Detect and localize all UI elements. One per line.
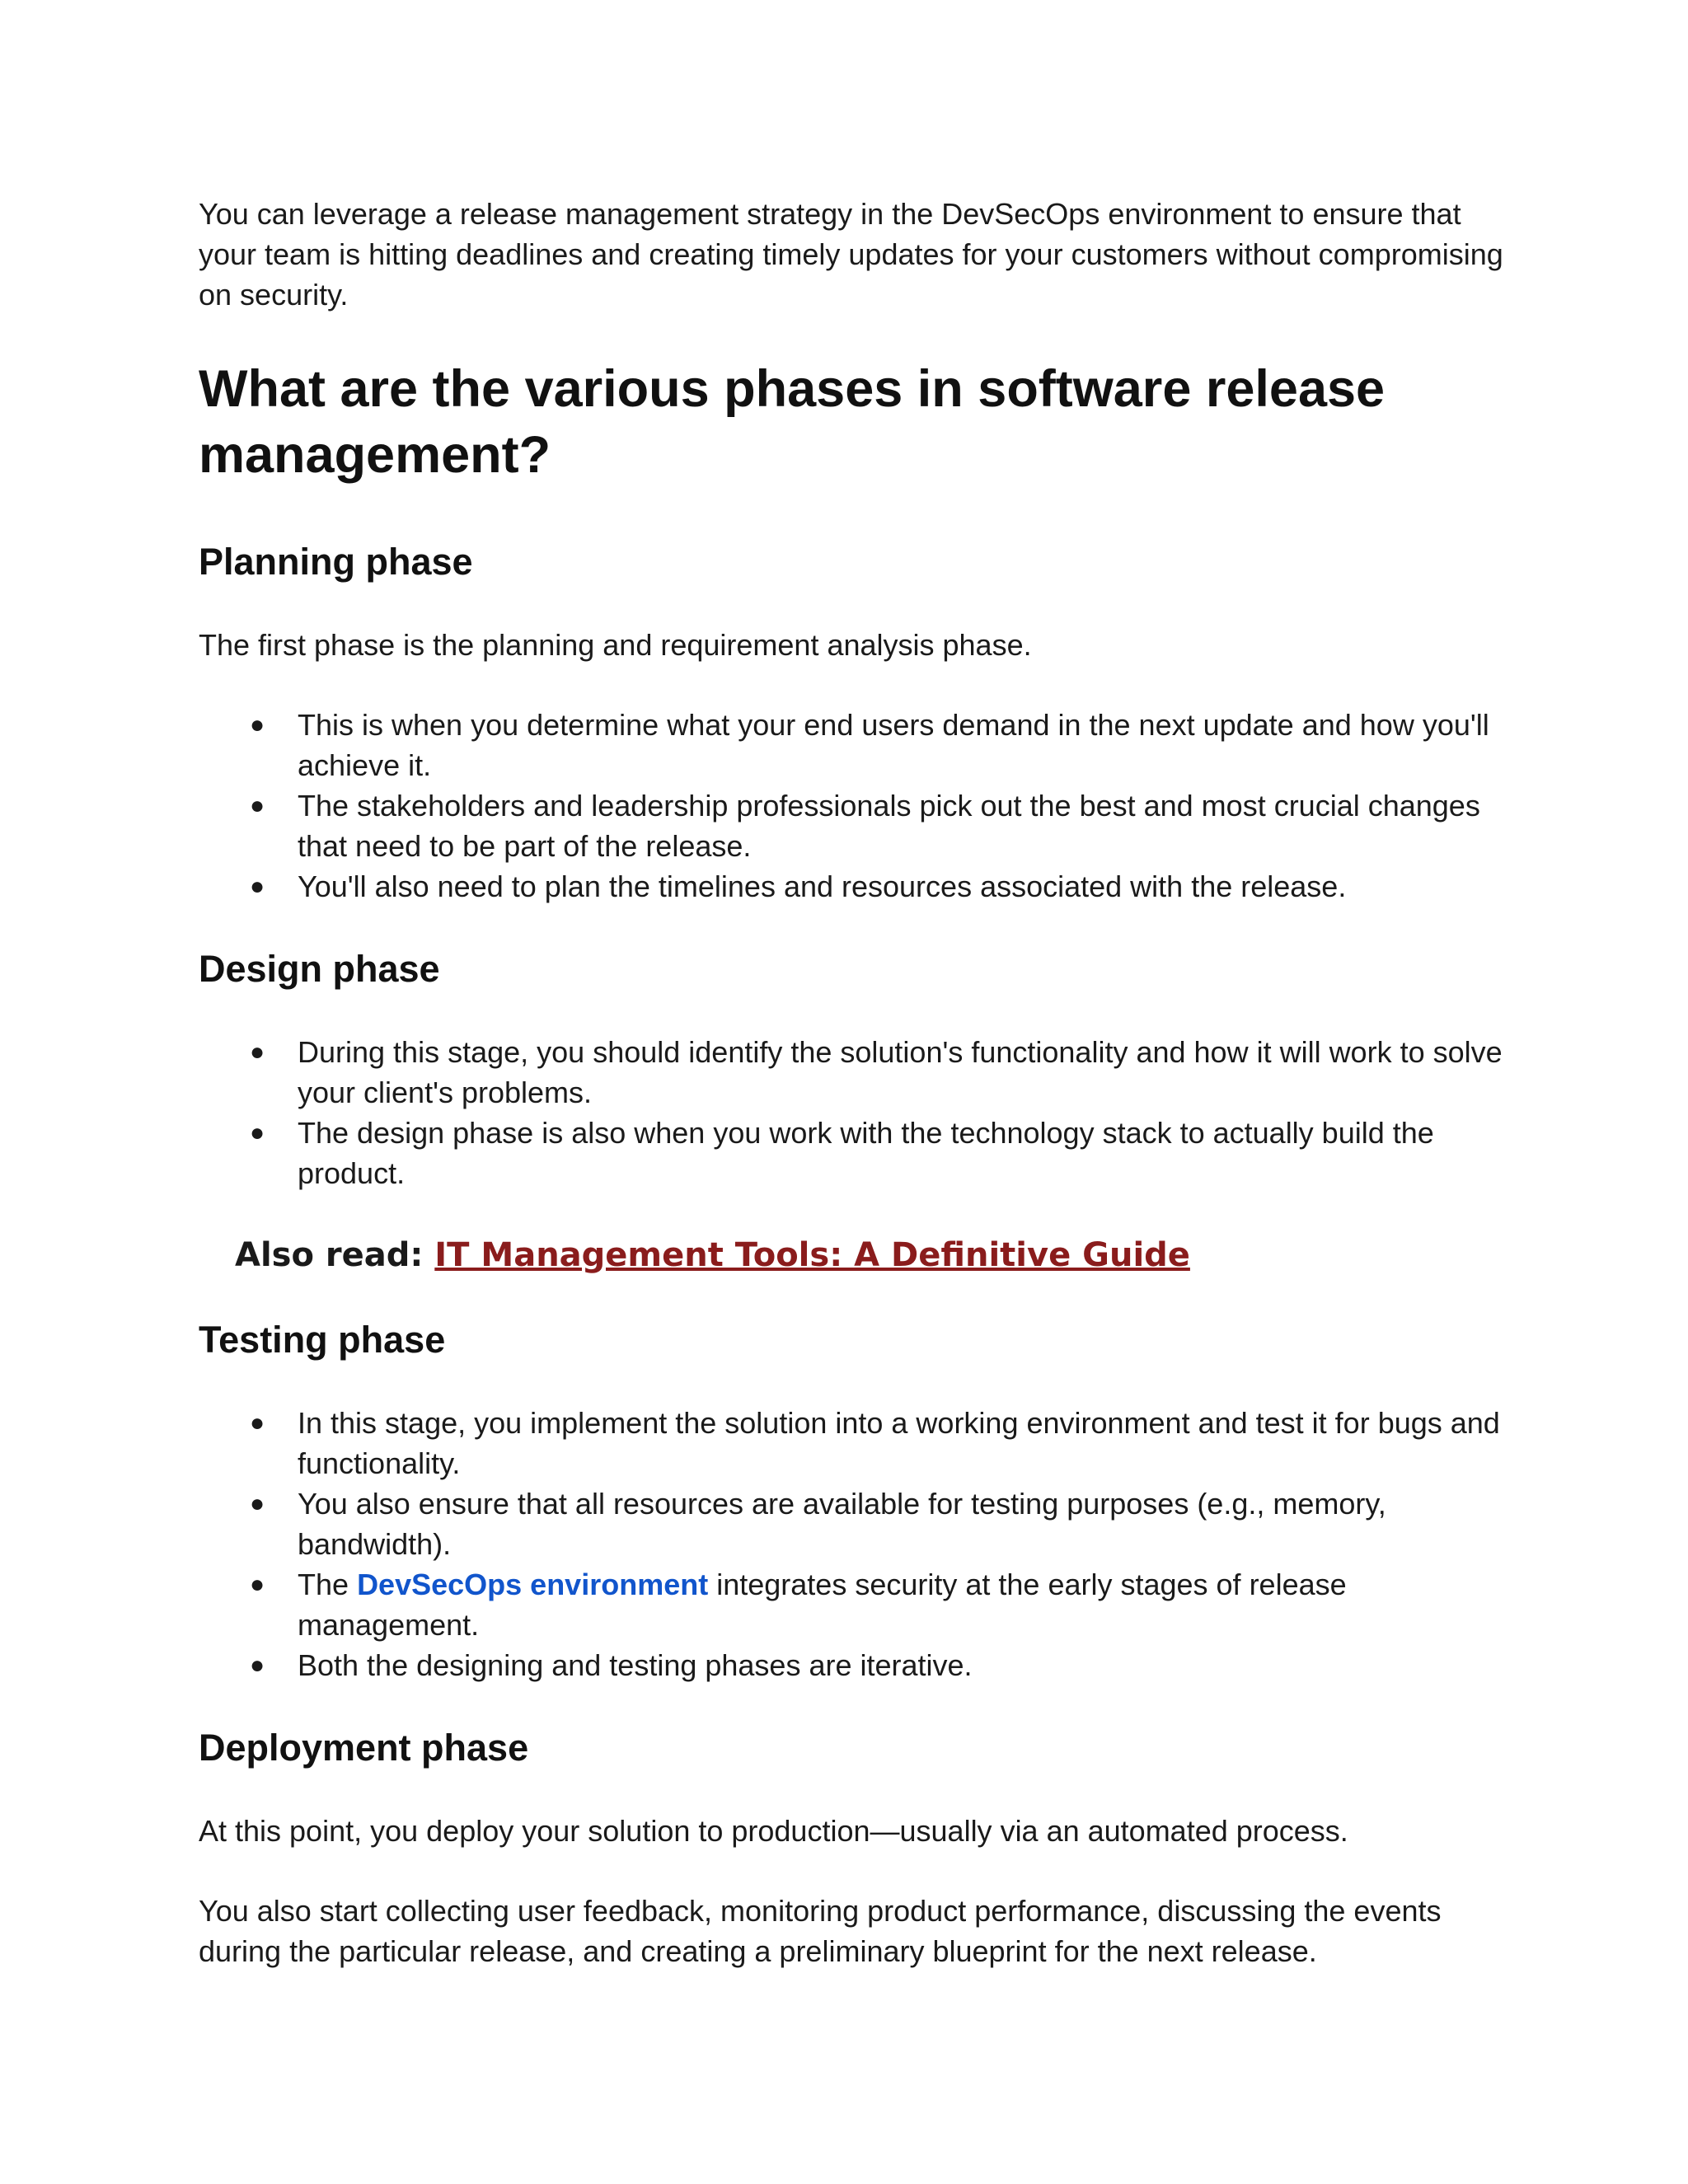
design-heading: Design phase	[199, 948, 440, 990]
intro-paragraph: You can leverage a release management strategy in the DevSecOps environment to ensure that your team is hitting deadlines and creating timely updates for your customers without compromising on security.	[199, 197, 1503, 312]
also-read-callout	[235, 1233, 1517, 1277]
main-heading: What are the various phases in software release management?	[199, 360, 1386, 484]
bullet-icon: ●	[250, 1490, 265, 1517]
list-item-text: During this stage, you should identify the solution's functionality and how it will work to solve your client's problems.	[298, 1035, 1503, 1109]
list-item	[199, 1032, 1517, 1113]
list-item	[199, 866, 1517, 907]
list-item-text: The design phase is also when you work with the technology stack to actually build the product.	[298, 1116, 1434, 1190]
planning-bullet-list	[199, 705, 1517, 907]
testing-heading: Testing phase	[199, 1319, 446, 1361]
list-item-text: In this stage, you implement the solution into a working environment and test it for bugs and functionality.	[298, 1406, 1500, 1480]
list-item	[199, 1564, 1517, 1645]
list-item-text: Both the designing and testing phases are iterative.	[298, 1648, 973, 1682]
list-item	[199, 1403, 1517, 1483]
list-item-text: This is when you determine what your end users demand in the next update and how you'll achieve it.	[298, 708, 1489, 782]
list-item-text: The stakeholders and leadership professionals pick out the best and most crucial changes that need to be part of the release.	[298, 789, 1480, 863]
bullet-icon: ●	[250, 1409, 265, 1436]
devsecops-environment-link[interactable]: DevSecOps environment	[357, 1568, 709, 1601]
bullet-icon: ●	[250, 1652, 265, 1679]
list-item	[199, 1645, 1517, 1685]
also-read-label: Also read:	[235, 1236, 424, 1274]
list-item-text: You'll also need to plan the timelines and resources associated with the release.	[298, 869, 1347, 903]
bullet-icon: ●	[250, 711, 265, 738]
list-item	[199, 785, 1517, 866]
list-item	[199, 1113, 1517, 1193]
deployment-paragraph-2: You also start collecting user feedback, monitoring product performance, discussing the events during the particular release, and creating a preliminary blueprint for the next release.	[199, 1894, 1442, 1968]
testing-bullet-list	[199, 1403, 1517, 1685]
list-item-text: You also ensure that all resources are available for testing purposes (e.g., memory, bandwidth).	[298, 1487, 1386, 1561]
bullet-icon: ●	[250, 1038, 265, 1066]
planning-heading: Planning phase	[199, 541, 473, 583]
list-item	[199, 1483, 1517, 1564]
bullet-icon: ●	[250, 792, 265, 819]
planning-paragraph: The first phase is the planning and requirement analysis phase.	[199, 628, 1032, 662]
deployment-paragraph-1: At this point, you deploy your solution to production—usually via an automated process.	[199, 1814, 1348, 1848]
design-bullet-list	[199, 1032, 1517, 1193]
list-item	[199, 705, 1517, 785]
list-item-suffix: integrates security at the early stages of release management.	[298, 1568, 1347, 1642]
bullet-icon: ●	[250, 873, 265, 900]
also-read-link[interactable]: IT Management Tools: A Definitive Guide	[434, 1236, 1190, 1274]
document-page	[199, 194, 1517, 2011]
list-item-prefix: The	[298, 1568, 349, 1601]
deployment-heading: Deployment phase	[199, 1727, 529, 1769]
bullet-icon: ●	[250, 1119, 265, 1146]
bullet-icon: ●	[250, 1571, 265, 1598]
